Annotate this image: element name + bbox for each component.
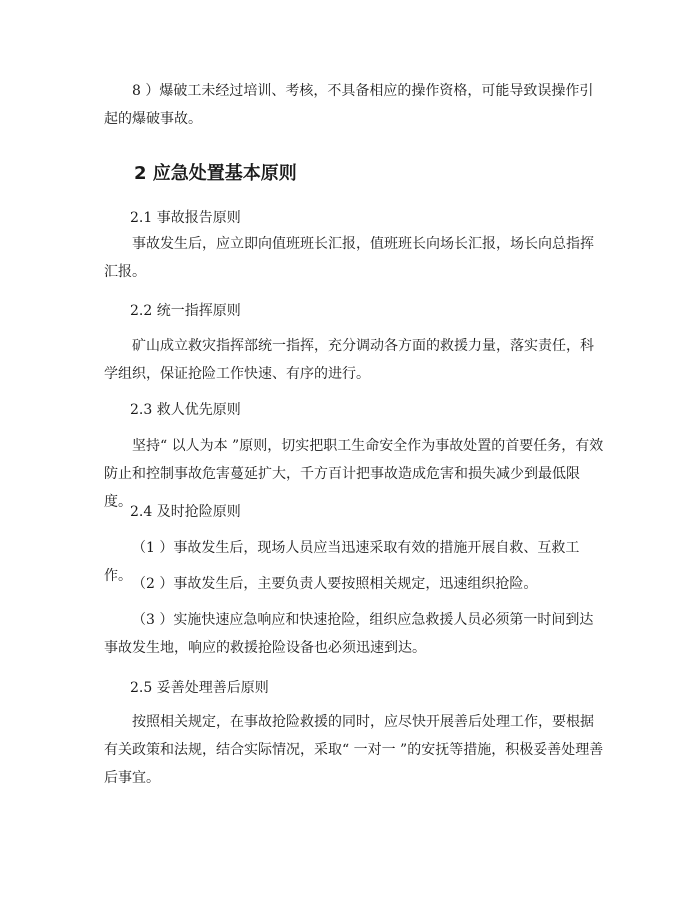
heading-2-1: 2.1 事故报告原则 xyxy=(130,210,241,226)
paragraph-2-3: 坚持“ 以人为本 ”原则，切实把职工生命安全作为事故处置的首要任务，有效防止和控制事故危害蔓延扩大，千方百计把事故造成危害和损失减少到最低限度。 xyxy=(104,438,604,510)
paragraph-2-5: 按照相关规定，在事故抢险救援的同时，应尽快开展善后处理工作，要根据有关政策和法规，结合实际情况，采取“ 一对一 ”的安抚等措施，积极妥善处理善后事宜。 xyxy=(104,714,604,786)
heading-2-5: 2.5 妥善处理善后原则 xyxy=(130,680,269,696)
heading-2-4: 2.4 及时抢险原则 xyxy=(130,504,241,520)
section-2-title: 2 应急处置基本原则 xyxy=(134,163,297,184)
paragraph-item-8: 8 ）爆破工未经过培训、考核，不具备相应的操作资格，可能导致误操作引起的爆破事故。 xyxy=(104,83,594,127)
list-item-2-4-3: （3 ）实施快速应急响应和快速抢险，组织应急救援人员必须第一时间到达事故发生地，响应的救援抢险设备也必须迅速到达。 xyxy=(104,612,594,656)
list-item-2-4-1: （1 ）事故发生后，现场人员应当迅速采取有效的措施开展自救、互救工作。 xyxy=(104,540,580,584)
heading-2-2: 2.2 统一指挥原则 xyxy=(130,303,241,319)
paragraph-2-1: 事故发生后，应立即向值班班长汇报，值班班长向场长汇报，场长向总指挥汇报。 xyxy=(104,236,594,280)
paragraph-2-2: 矿山成立救灾指挥部统一指挥，充分调动各方面的救援力量，落实责任，科学组织，保证抢险工作快速、有序的进行。 xyxy=(104,338,594,382)
heading-2-3: 2.3 救人优先原则 xyxy=(130,402,241,418)
list-item-2-4-2: （2 ）事故发生后，主要负责人要按照相关规定，迅速组织抢险。 xyxy=(132,576,538,592)
